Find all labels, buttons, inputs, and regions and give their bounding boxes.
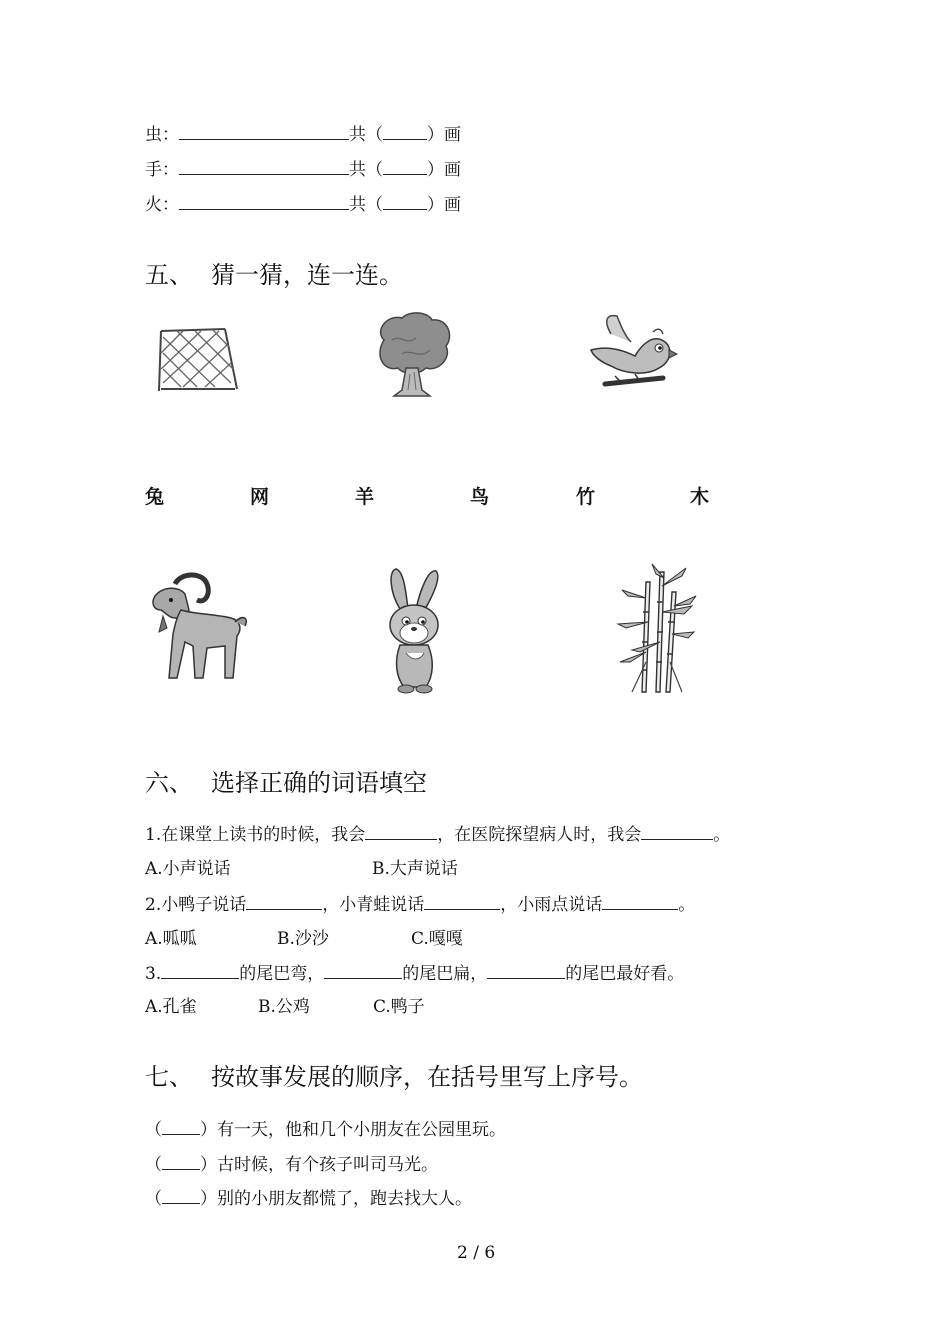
question-text: 1.在课堂上读书的时候，我会: [145, 825, 366, 845]
question-1: [145, 823, 730, 846]
section-title: 选择正确的词语填空: [211, 769, 427, 797]
order-text: 别的小朋友都慌了，跑去找大人。: [217, 1189, 472, 1209]
question-2-option-a: A.呱呱: [145, 929, 197, 949]
order-item-2: [145, 1153, 438, 1176]
answer-blank[interactable]: [365, 823, 437, 840]
stroke-char: 火：: [145, 195, 179, 215]
order-text: 古时候，有个孩子叫司马光。: [217, 1155, 438, 1175]
word-2[interactable]: 网: [250, 486, 270, 508]
question-text: ，小雨点说话: [500, 895, 603, 915]
question-text: 。: [678, 895, 696, 915]
stroke-unit: ）画: [427, 195, 461, 215]
answer-blank[interactable]: [179, 158, 349, 175]
question-3: [145, 962, 684, 985]
order-blank[interactable]: [162, 1118, 200, 1135]
option-a: A.小声说话: [145, 859, 231, 879]
section-number: 六、: [145, 769, 193, 797]
section-7-heading: [145, 1062, 643, 1092]
question-1-options: [145, 858, 231, 880]
question-2-option-b: B.沙沙: [277, 929, 329, 949]
question-text: 。: [713, 825, 731, 845]
word-1[interactable]: 兔: [145, 486, 165, 508]
word-3[interactable]: 羊: [355, 486, 375, 508]
order-blank[interactable]: [162, 1187, 200, 1204]
order-text: 有一天，他和几个小朋友在公园里玩。: [217, 1120, 506, 1140]
paren: ）: [200, 1120, 217, 1140]
stroke-total-label: 共（: [349, 125, 383, 145]
goat-picture: [145, 570, 250, 690]
answer-blank[interactable]: [487, 962, 565, 979]
answer-blank[interactable]: [324, 962, 402, 979]
paren: ）: [200, 1155, 217, 1175]
answer-blank[interactable]: [246, 893, 322, 910]
question-3-option-c: C.鸭子: [373, 997, 425, 1017]
stroke-char: 手：: [145, 160, 179, 180]
stroke-total-label: 共（: [349, 195, 383, 215]
answer-blank[interactable]: [641, 823, 713, 840]
question-text: 的尾巴弯，: [239, 964, 325, 984]
net-picture: [155, 325, 240, 395]
answer-blank[interactable]: [179, 193, 349, 210]
stroke-line-3: [145, 193, 461, 216]
section-5-heading: [145, 260, 403, 290]
question-text: 2.小鸭子说话: [145, 895, 247, 915]
question-2: [145, 893, 695, 916]
section-title: 猜一猜，连一连。: [211, 261, 403, 289]
word-6[interactable]: 木: [690, 486, 710, 508]
question-2-option-c: C.嘎嘎: [411, 929, 463, 949]
section-6-heading: [145, 768, 427, 798]
order-blank[interactable]: [162, 1153, 200, 1170]
order-item-3: [145, 1187, 472, 1210]
stroke-unit: ）画: [427, 160, 461, 180]
section-title: 按故事发展的顺序，在括号里写上序号。: [211, 1063, 643, 1091]
answer-blank[interactable]: [383, 158, 427, 175]
answer-blank[interactable]: [424, 893, 500, 910]
question-text: ，小青蛙说话: [322, 895, 425, 915]
section-number: 五、: [145, 261, 193, 289]
order-item-1: [145, 1118, 506, 1141]
question-text: ，在医院探望病人时，我会: [437, 825, 642, 845]
word-4[interactable]: 鸟: [470, 486, 490, 508]
stroke-line-1: [145, 123, 461, 146]
section-number: 七、: [145, 1063, 193, 1091]
question-text: 3.: [145, 964, 162, 984]
stroke-line-2: [145, 158, 461, 181]
answer-blank[interactable]: [383, 123, 427, 140]
paren: （: [145, 1120, 162, 1140]
rabbit-picture: [378, 565, 453, 695]
page-number: 2 / 6: [457, 1243, 496, 1263]
paren: ）: [200, 1189, 217, 1209]
bamboo-picture: [612, 562, 697, 697]
bird-picture: [585, 312, 680, 394]
word-5[interactable]: 竹: [576, 486, 596, 508]
question-text: 的尾巴最好看。: [565, 964, 685, 984]
paren: （: [145, 1189, 162, 1209]
answer-blank[interactable]: [602, 893, 678, 910]
question-3-option-a: A.孔雀: [145, 997, 197, 1017]
answer-blank[interactable]: [383, 193, 427, 210]
answer-blank[interactable]: [161, 962, 239, 979]
answer-blank[interactable]: [179, 123, 349, 140]
stroke-char: 虫：: [145, 125, 179, 145]
stroke-total-label: 共（: [349, 160, 383, 180]
paren: （: [145, 1155, 162, 1175]
tree-picture: [372, 310, 454, 400]
question-1-option-b: B.大声说话: [372, 859, 458, 879]
question-3-option-b: B.公鸡: [258, 997, 310, 1017]
stroke-unit: ）画: [427, 125, 461, 145]
question-text: 的尾巴扁，: [402, 964, 488, 984]
